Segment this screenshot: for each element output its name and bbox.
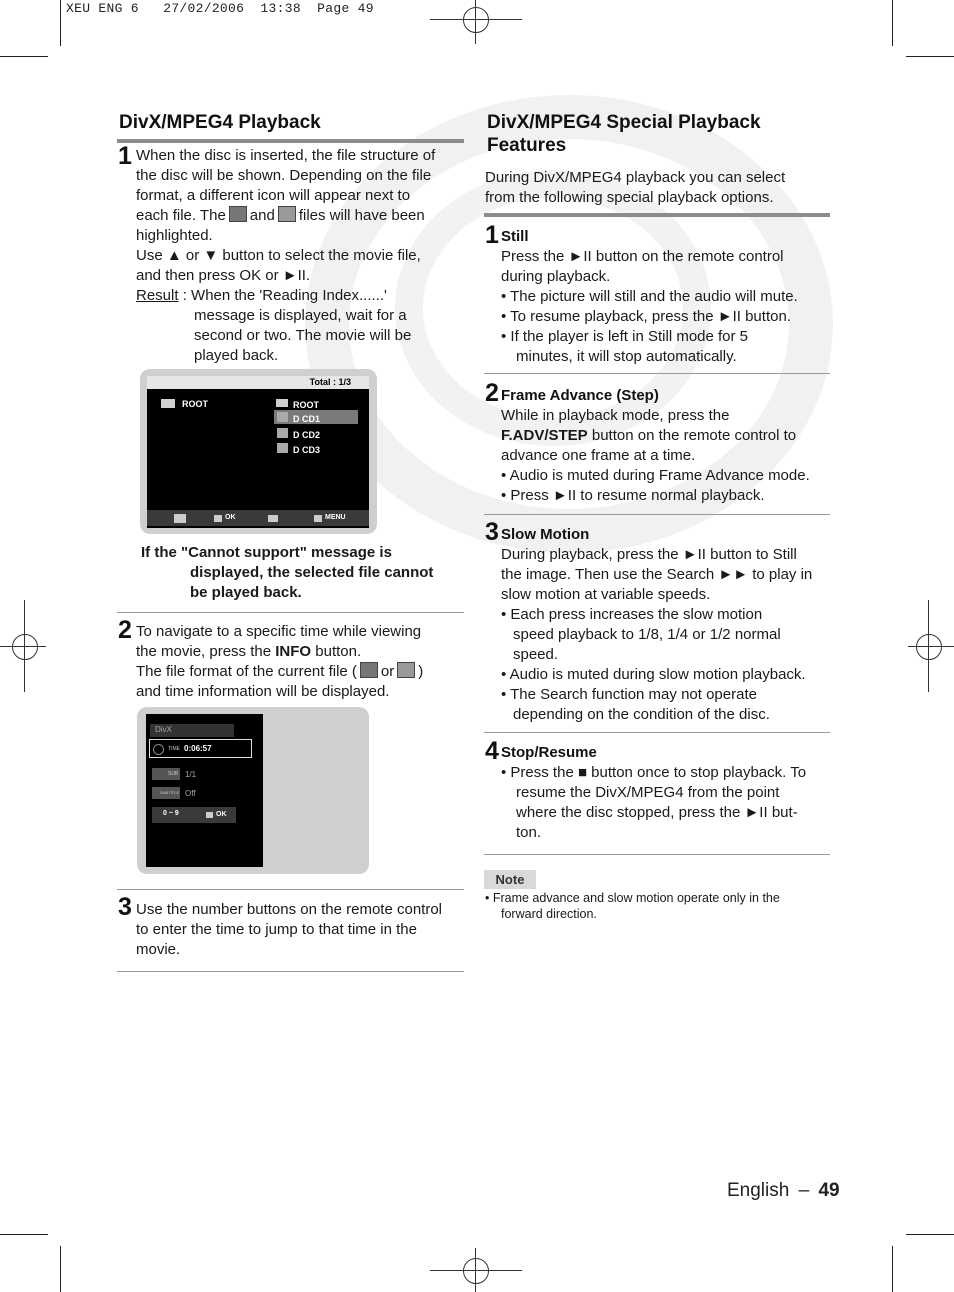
still-text: Press the ►II button on the remote control during playback. • The picture will still and the audio will mute. • To resume playback, press the ►II button. • If the player is left in Still mode for 5 minutes, it will stop automatically. — [501, 248, 798, 365]
divx-file-icon — [277, 443, 288, 453]
footer-language: English — [727, 1180, 790, 1201]
nav-icon — [174, 514, 186, 523]
menu-icon — [314, 515, 322, 522]
file-name[interactable]: D CD3 — [293, 445, 321, 455]
subtitle-value: Off — [185, 789, 196, 798]
folder-icon — [276, 399, 288, 407]
crop-mark — [892, 1246, 893, 1292]
registration-mark-left — [12, 634, 38, 660]
step1-text: When the disc is inserted, the file structure of the disc will be shown. Depending on the file format, a different icon will appear next to each file. The and files will have been highlighted. Use ▲ or ▼ button to select the movie file, and then press OK or ►II. Result : When the 'Reading Index......' message is displayed, wait for a second or two. The movie will be played back. — [136, 147, 436, 364]
right-section-title: DivX/MPEG4 Special Playback Features — [487, 112, 761, 156]
section-divider — [117, 612, 464, 613]
enter-icon — [214, 515, 222, 522]
registration-line — [0, 646, 46, 647]
cannot-support-warning: If the "Cannot support" message is displayed, the selected file cannot be played back. — [141, 544, 434, 601]
browser-menu-label: MENU — [325, 514, 346, 521]
section-divider — [117, 889, 464, 890]
divx-file-icon — [277, 428, 288, 438]
registration-line — [475, 0, 476, 44]
slow-motion-text: During playback, press the ►II button to Still the image. Then use the Search ►► to play in slow motion at variable speeds. • Each press increases the slow motion speed playback to 1/8, 1/4 or 1/2 normal speed. • Audio is muted during slow motion playback. • The Search function may not operate depending on the condition of the disc. — [501, 546, 813, 723]
note-label: Note — [484, 870, 536, 889]
step-number: 3 — [118, 893, 132, 921]
browser-right-root: ROOT — [293, 400, 319, 410]
wmv-file-icon — [397, 662, 415, 678]
left-section-title: DivX/MPEG4 Playback — [119, 112, 321, 133]
file-browser-screenshot — [140, 369, 377, 534]
sub-tag: SUB — [168, 771, 179, 777]
crop-mark — [60, 0, 61, 46]
section-divider — [484, 732, 830, 733]
file-name[interactable]: D CD2 — [293, 430, 321, 440]
browser-total: Total : 1/3 — [309, 377, 351, 387]
crop-mark — [0, 1234, 48, 1235]
registration-line — [430, 19, 522, 20]
section-divider — [484, 854, 830, 855]
wmv-file-icon — [278, 206, 296, 222]
frame-advance-title: Frame Advance (Step) — [501, 387, 659, 404]
browser-left-root: ROOT — [182, 399, 208, 409]
crop-mark — [906, 1234, 954, 1235]
crop-mark — [906, 56, 954, 57]
play-pause-icon — [268, 515, 278, 522]
time-value: 0:06:57 — [184, 744, 212, 753]
step-number: 1 — [485, 221, 499, 249]
result-label: Result — [136, 287, 179, 304]
crop-mark — [892, 0, 893, 46]
registration-mark-right — [916, 634, 942, 660]
footer-dash: – — [798, 1180, 810, 1201]
page-footer — [727, 1180, 840, 1202]
step-number: 2 — [118, 616, 132, 644]
page-number: 49 — [818, 1180, 840, 1201]
step3-text: Use the number buttons on the remote control to enter the time to jump to that time in the movie. — [136, 901, 443, 958]
divx-file-icon — [360, 662, 378, 678]
section-divider — [117, 971, 464, 972]
divx-file-icon — [229, 206, 247, 222]
crop-mark — [60, 1246, 61, 1292]
browser-ok-label: OK — [225, 514, 236, 521]
note-text: • Frame advance and slow motion operate only in the forward direction. — [485, 891, 780, 921]
step-number: 2 — [485, 379, 499, 407]
frame-advance-text: While in playback mode, press the F.ADV/STEP button on the remote control to advance one frame at a time. • Audio is muted during Frame Advance mode. • Press ►II to resume normal playback. — [501, 407, 810, 504]
registration-line — [430, 1270, 522, 1271]
special-playback-intro: During DivX/MPEG4 playback you can select from the following special playback options. — [485, 169, 786, 206]
slow-motion-title: Slow Motion — [501, 526, 590, 543]
registration-line — [908, 646, 954, 647]
stop-resume-text: • Press the ■ button once to stop playback. To resume the DivX/MPEG4 from the point where the disc stopped, press the ►II but- ton. — [501, 764, 807, 841]
intro-rule — [484, 213, 830, 217]
info-tab-label: DivX — [155, 725, 172, 734]
step-number: 3 — [485, 518, 499, 546]
stop-resume-title: Stop/Resume — [501, 744, 597, 761]
info-display-screenshot — [137, 707, 369, 874]
registration-line — [928, 600, 929, 692]
info-ok-label: OK — [216, 811, 227, 818]
still-title: Still — [501, 228, 529, 245]
crop-mark — [0, 56, 48, 57]
registration-line — [475, 1248, 476, 1292]
print-header: XEU ENG 6 27/02/2006 13:38 Page 49 — [66, 1, 374, 16]
step2-text: To navigate to a specific time while viewing the movie, press the INFO button. The file format of the current file ( or ) and time information will be displayed. — [136, 623, 424, 700]
section-divider — [484, 373, 830, 374]
section-divider — [484, 514, 830, 515]
registration-mark-bottom — [463, 1258, 489, 1284]
registration-line — [24, 600, 25, 692]
title-rule — [117, 139, 464, 143]
divx-file-icon — [277, 412, 288, 422]
file-name: D CD1 — [293, 414, 321, 424]
time-tag: TIME — [168, 746, 180, 752]
number-keys-label: 0 ~ 9 — [163, 810, 179, 817]
step-number: 1 — [118, 142, 132, 170]
subtitle-tag: SUBTITLE — [160, 790, 180, 795]
registration-mark-top — [463, 7, 489, 33]
enter-icon — [206, 812, 213, 818]
sub-value: 1/1 — [185, 770, 197, 779]
clock-icon — [153, 744, 164, 755]
step-number: 4 — [485, 737, 499, 765]
folder-icon — [161, 399, 175, 408]
